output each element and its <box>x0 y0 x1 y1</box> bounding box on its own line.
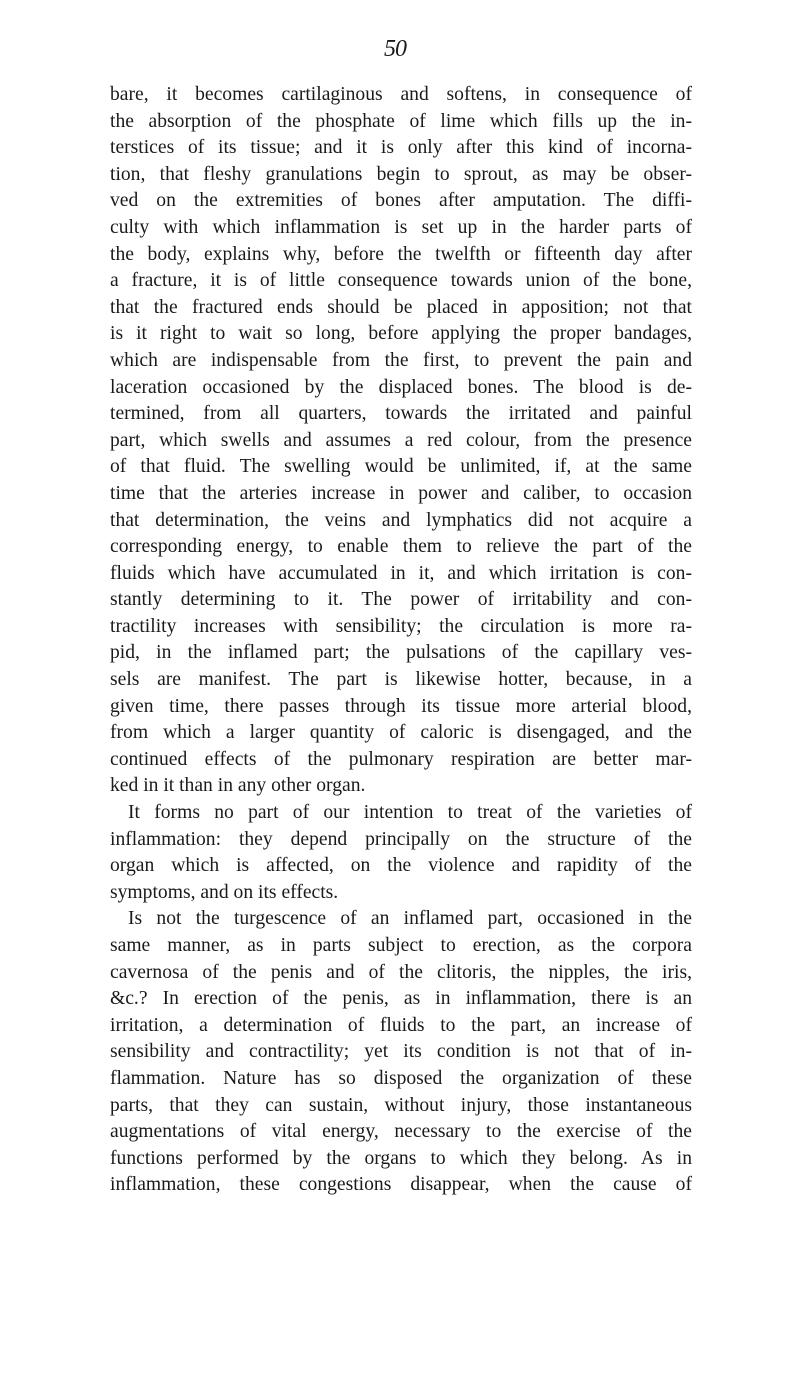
text-line: &c.? In erection of the penis, as in inflammation, there is an <box>110 988 692 1010</box>
text-line: culty with which inflammation is set up in the harder parts of <box>110 216 692 238</box>
text-line: laceration occasioned by the displaced bones. The blood is de- <box>110 376 692 398</box>
text-line: inflammation: they depend principally on the structure of the <box>110 828 692 850</box>
text-line: from which a larger quantity of caloric is disengaged, and the <box>110 722 692 744</box>
text-line: is it right to wait so long, before applying the proper bandages, <box>110 323 692 345</box>
text-line: continued effects of the pulmonary respiration are better mar- <box>110 748 692 770</box>
body-text <box>110 82 692 1199</box>
text-line: flammation. Nature has so disposed the organization of these <box>110 1067 692 1089</box>
text-line: given time, there passes through its tissue more arterial blood, <box>110 695 692 717</box>
text-line: bare, it becomes cartilaginous and softens, in consequence of <box>110 84 692 105</box>
text-line: that the fractured ends should be placed in apposition; not that <box>110 296 692 318</box>
text-line: pid, in the inflamed part; the pulsations of the capillary ves- <box>110 642 692 664</box>
text-line: ked in it than in any other organ. <box>110 775 366 797</box>
text-line: time that the arteries increase in power and caliber, to occasion <box>110 482 692 504</box>
text-line: sensibility and contractility; yet its condition is not that of in- <box>110 1041 692 1063</box>
text-line: irritation, a determination of fluids to the part, an increase of <box>110 1014 692 1036</box>
text-line: termined, from all quarters, towards the irritated and painful <box>110 403 692 425</box>
text-line: augmentations of vital energy, necessary to the exercise of the <box>110 1121 692 1143</box>
text-line: same manner, as in parts subject to erection, as the corpora <box>110 935 692 956</box>
text-line: sels are manifest. The part is likewise hotter, because, in a <box>110 669 692 691</box>
text-line: inflammation, these congestions disappear, when the cause of <box>110 1174 692 1196</box>
text-line: It forms no part of our intention to treat of the varieties of <box>128 802 692 824</box>
text-line: the body, explains why, before the twelfth or fifteenth day after <box>110 243 692 265</box>
text-line: Is not the turgescence of an inflamed part, occasioned in the <box>128 908 692 930</box>
text-line: cavernosa of the penis and of the clitoris, the nipples, the iris, <box>110 961 692 983</box>
text-line: symptoms, and on its effects. <box>110 881 339 903</box>
text-line: stantly determining to it. The power of irritability and con- <box>110 589 692 611</box>
page-number: 50 <box>384 36 406 62</box>
text-line: that determination, the veins and lymphatics did not acquire a <box>110 509 692 531</box>
text-line: tion, that fleshy granulations begin to sprout, as may be obser- <box>110 163 692 185</box>
text-line: part, which swells and assumes a red colour, from the presence <box>110 429 692 451</box>
text-line: which are indispensable from the first, to prevent the pain and <box>110 349 692 371</box>
text-line: fluids which have accumulated in it, and which irritation is con- <box>110 562 692 584</box>
text-line: tractility increases with sensibility; the circulation is more ra- <box>110 615 692 637</box>
text-line: parts, that they can sustain, without injury, those instantaneous <box>110 1094 692 1116</box>
text-line: functions performed by the organs to which they belong. As in <box>110 1147 692 1169</box>
text-line: terstices of its tissue; and it is only after this kind of incorna- <box>110 137 692 159</box>
text-line: a fracture, it is of little consequence towards union of the bone, <box>110 270 692 292</box>
text-line: ved on the extremities of bones after amputation. The diffi- <box>110 190 692 212</box>
text-line: corresponding energy, to enable them to relieve the part of the <box>110 536 692 558</box>
text-line: organ which is affected, on the violence and rapidity of the <box>110 855 692 877</box>
text-line: the absorption of the phosphate of lime which fills up the in- <box>110 110 692 132</box>
text-line: of that fluid. The swelling would be unlimited, if, at the same <box>110 456 692 478</box>
